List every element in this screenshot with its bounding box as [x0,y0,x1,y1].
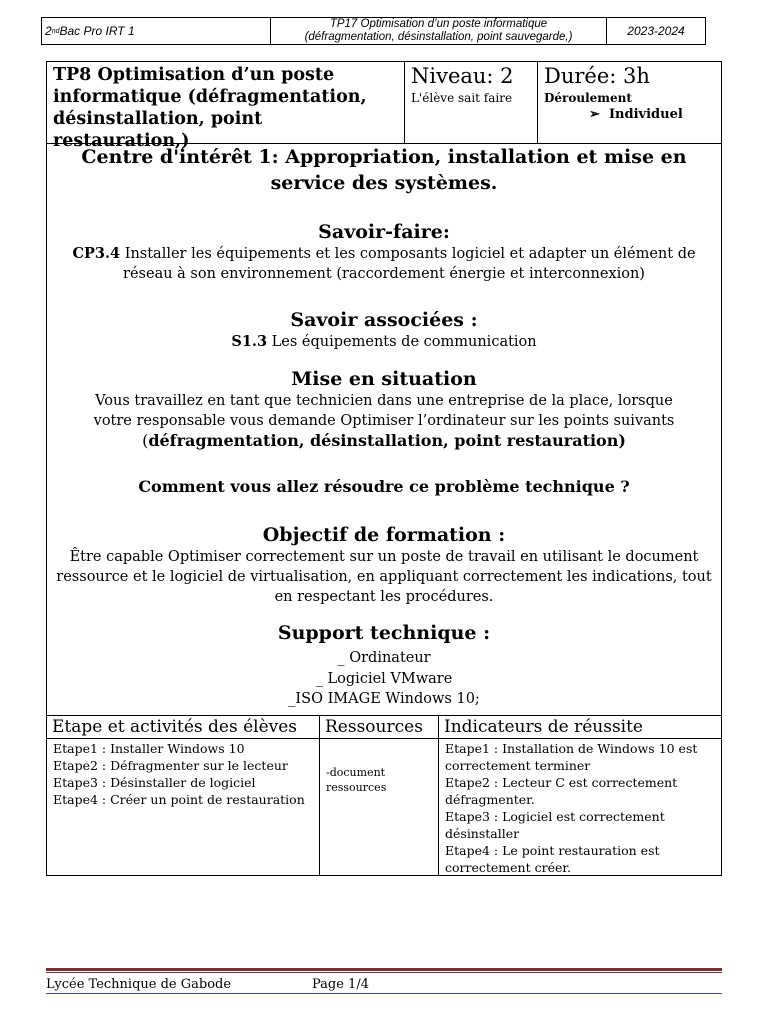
etape-item: Etape4 : Créer un point de restauration [53,792,305,807]
duree-cell [538,62,721,143]
cp-code: CP3.4 [72,245,121,262]
activities-grid [47,715,721,876]
niveau-cell [405,62,538,143]
etape-item: Etape2 : Défragmenter sur le lecteur [53,758,288,773]
tp-title: TP8 Optimisation d’un poste informatique (défragmentation, désinstallation, point restauration,) [47,62,405,143]
header-class-rest: Bac Pro IRT 1 [59,24,135,38]
content-area [47,144,721,709]
header-tp-line2: (défragmentation, désinstallation, point sauvegarde,) [304,31,573,43]
ressources-header: Ressources [320,716,438,739]
footer-rule-thick [46,968,722,971]
mise-en-situation-points [47,431,721,451]
etapes-column [47,716,320,876]
objectif-title: Objectif de formation : [262,524,506,546]
indicateurs-column [439,716,721,876]
question: Comment vous allez résoudre ce problème technique ? [138,477,630,496]
savoir-associees-title: Savoir associées : [290,309,478,331]
main-table [46,61,722,876]
mise-bold-points: défragmentation, désinstallation, point restauration) [148,431,626,450]
s-text: Les équipements de communication [267,334,537,350]
deroulement-label: Déroulement [544,91,632,105]
header-year: 2023-2024 [627,24,685,38]
mise-en-situation-title: Mise en situation [291,368,477,390]
support-item-2: _ Logiciel VMware [315,671,453,687]
indicateurs-header: Indicateurs de réussite [439,716,721,739]
support-item-1: _ Ordinateur [337,650,431,666]
indicateur-item: Etape3 : Logiciel est correctement désinstaller [445,809,665,841]
cp-text: Installer les équipements et les composants logiciel et adapter un élément de réseau à son environnement (raccordement énergie et interconnexion) [120,246,696,282]
deroulement-item-text: Individuel [608,107,683,122]
support-title: Support technique : [277,622,491,644]
header-class-prefix: 2 [45,24,52,38]
indicateur-item: Etape1 : Installation de Windows 10 est correctement terminer [445,741,698,773]
savoir-faire-text [47,244,721,284]
etapes-header: Etape et activités des élèves [47,716,319,739]
s-code: S1.3 [231,333,268,350]
etapes-list [47,739,319,809]
page-header [41,17,706,45]
indicateur-item: Etape2 : Lecteur C est correctement défragmenter. [445,775,678,807]
savoir-associees-text [47,332,721,352]
mise-en-situation-text: Vous travaillez en tant que technicien dans une entreprise de la place, lorsque votre responsable vous demande Optimiser l’ordinateur sur les points suivants [93,393,675,429]
footer-rule-blue [46,993,722,994]
footer-page-number: Page 1/4 [312,977,369,992]
objectif-text: Être capable Optimiser correctement sur un poste de travail en utilisant le document ressource et le logiciel de virtualisation, en appliquant correctement les indications, tout en respectant les procédures. [56,549,712,605]
ressources-column [320,716,439,876]
niveau-label: Niveau: 2 [411,64,514,88]
footer-rule-thin [46,972,722,973]
support-item-3: _ISO IMAGE Windows 10; [288,691,480,707]
indicateur-item: Etape4 : Le point restauration est correctement créer. [445,843,660,875]
savoir-faire-title: Savoir-faire: [318,221,450,243]
header-tp-line1: TP17 Optimisation d’un poste informatique [329,18,548,30]
arrow-bullet-icon: ➢ [589,107,600,122]
header-class [42,18,271,44]
centre-interet: Centre d'intérêt 1: Appropriation, installation et mise en service des systèmes. [81,146,687,194]
duree-label: Durée: 3h [544,64,650,88]
ressources-text: -document ressources [326,766,387,794]
etape-item: Etape1 : Installer Windows 10 [53,741,245,756]
header-class-sup: nd [51,27,60,35]
etape-item: Etape3 : Désinstaller de logiciel [53,775,256,790]
title-row [47,62,721,151]
niveau-sub: L'élève sait faire [411,91,513,105]
mise-open-paren: ( [142,431,149,450]
deroulement-item [544,106,715,124]
footer-school: Lycée Technique de Gabode [46,977,232,992]
indicateurs-list [439,739,721,877]
header-tp [271,18,607,44]
